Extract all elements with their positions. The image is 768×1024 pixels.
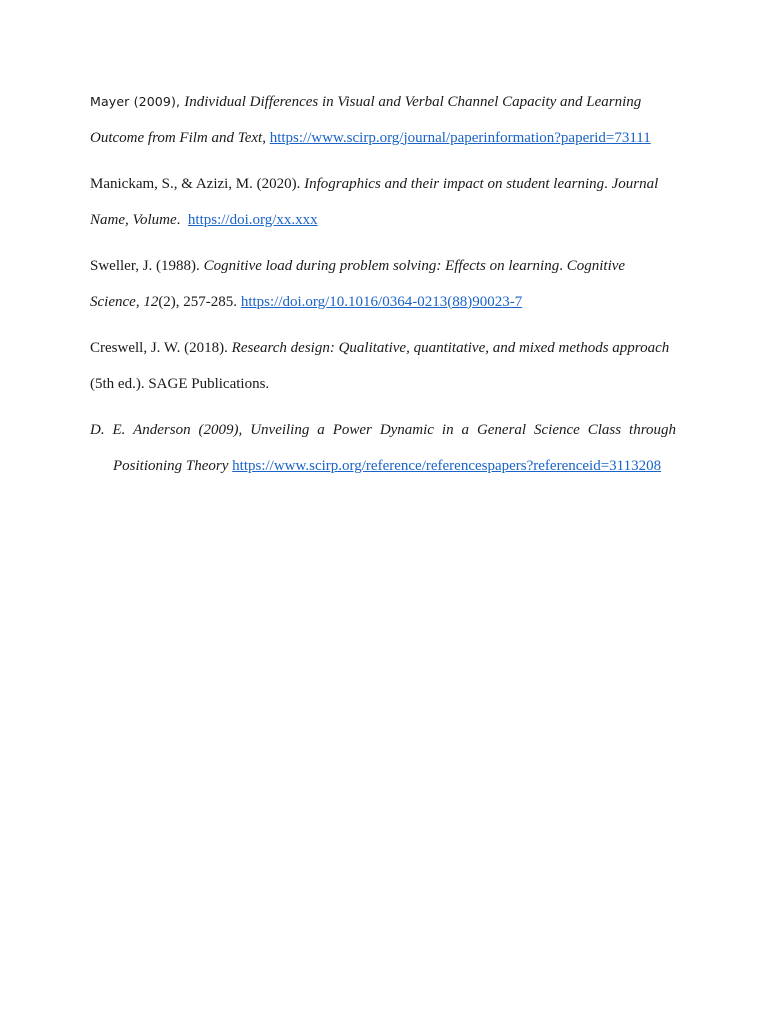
reference-journal: Journal Name [90,176,659,228]
reference-creswell [90,331,676,402]
reference-link[interactable]: https://doi.org/10.1016/0364-0213(88)90023-7 [240,293,523,310]
reference-author: Manickam, S., & Azizi, M. (2020). [90,176,305,192]
reference-title: Cognitive load during problem solving: Effects on learning [203,258,560,274]
reference-title: Individual Differences in Visual and Verbal Channel Capacity and Learning Outcome from Film and Text [90,94,642,146]
reference-separator: , [135,293,144,310]
reference-author: Mayer (2009), [90,94,185,109]
reference-title: Infographics and their impact on student learning [304,176,605,192]
reference-separator: , [262,129,270,146]
reference-title: Research design: Qualitative, quantitative, and mixed methods approach [231,340,670,356]
reference-anderson [90,413,676,484]
reference-author: Creswell, J. W. (2018). [90,340,232,356]
reference-mayer [90,84,676,156]
reference-separator: . [559,258,567,274]
reference-sweller [90,249,676,320]
reference-text: D. E. Anderson (2009), Unveiling a Power Dynamic in a General Science Class through Positioning Theory [90,422,676,474]
reference-volume: 12 [143,293,159,310]
reference-author: Sweller, J. (1988). [90,258,204,274]
reference-issue-pages: (2), 257-285. [158,293,241,310]
reference-link[interactable]: https://www.scirp.org/reference/referencespapers?referenceid=3113208 [232,457,662,474]
reference-edition-publisher: (5th ed.). SAGE Publications. [90,375,270,392]
reference-separator: . [176,211,188,228]
reference-link[interactable]: https://www.scirp.org/journal/paperinformation?paperid=73111 [269,129,651,146]
reference-volume: Volume [132,211,177,228]
reference-separator: . [604,176,612,192]
reference-separator: , [125,211,133,228]
reference-journal: Cognitive Science [90,258,626,310]
reference-list [90,84,676,495]
reference-manickam [90,167,676,238]
reference-link[interactable]: https://doi.org/xx.xxx [187,211,318,228]
